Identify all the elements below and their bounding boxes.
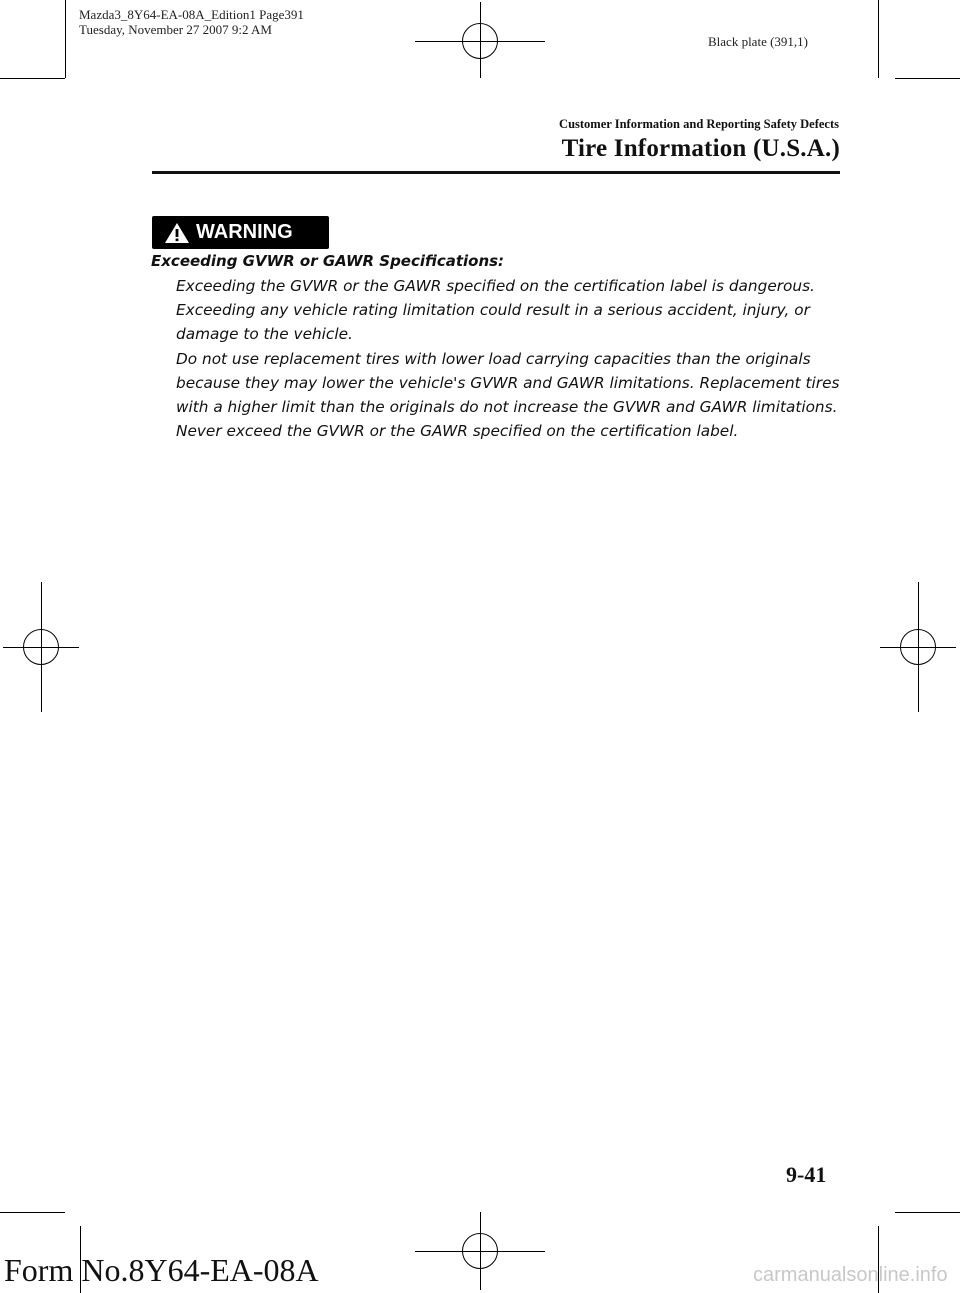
warning-body bbox=[176, 274, 842, 443]
plate-label: Black plate (391,1) bbox=[708, 34, 808, 49]
crop-mark bbox=[895, 1212, 960, 1213]
print-date-line: Tuesday, November 27 2007 9:2 AM bbox=[79, 22, 272, 37]
crop-mark bbox=[878, 0, 879, 78]
form-number: Form No.8Y64-EA-08A bbox=[4, 1252, 319, 1288]
warning-paragraph: Never exceed the GVWR or the GAWR specified on the certification label. bbox=[176, 422, 739, 441]
warning-heading: Exceeding GVWR or GAWR Specifications: bbox=[151, 252, 505, 270]
registration-circle bbox=[23, 629, 59, 665]
crop-mark bbox=[895, 78, 960, 79]
print-file-info bbox=[79, 7, 304, 37]
warning-badge bbox=[152, 216, 329, 249]
page-title: Tire Information (U.S.A.) bbox=[561, 135, 840, 162]
watermark: carmanualsonline.info bbox=[753, 1264, 948, 1286]
crop-mark bbox=[0, 78, 65, 79]
warning-triangle-icon bbox=[164, 222, 190, 244]
registration-circle bbox=[900, 629, 936, 665]
crop-mark bbox=[65, 0, 66, 78]
warning-badge-label: WARNING bbox=[196, 221, 293, 243]
section-label: Customer Information and Reporting Safety Defects bbox=[559, 117, 839, 131]
page-number: 9-41 bbox=[786, 1162, 827, 1187]
header-rule bbox=[152, 171, 840, 174]
warning-paragraph: Do not use replacement tires with lower load carrying capacities than the originals because they may lower the vehicle's GVWR and GAWR limitations. Replacement tires with a higher limit than the originals do not increase the GVWR and GAWR limitations. bbox=[176, 349, 840, 417]
registration-circle bbox=[462, 1233, 498, 1269]
warning-paragraph: Exceeding the GVWR or the GAWR specified on the certification label is dangerous. Exceeding any vehicle rating limitation could result in a serious accident, injury, or damage to the vehicle. bbox=[176, 277, 815, 344]
registration-circle bbox=[462, 23, 498, 59]
crop-mark bbox=[0, 1212, 65, 1213]
print-file-line: Mazda3_8Y64-EA-08A_Edition1 Page391 bbox=[79, 7, 304, 22]
